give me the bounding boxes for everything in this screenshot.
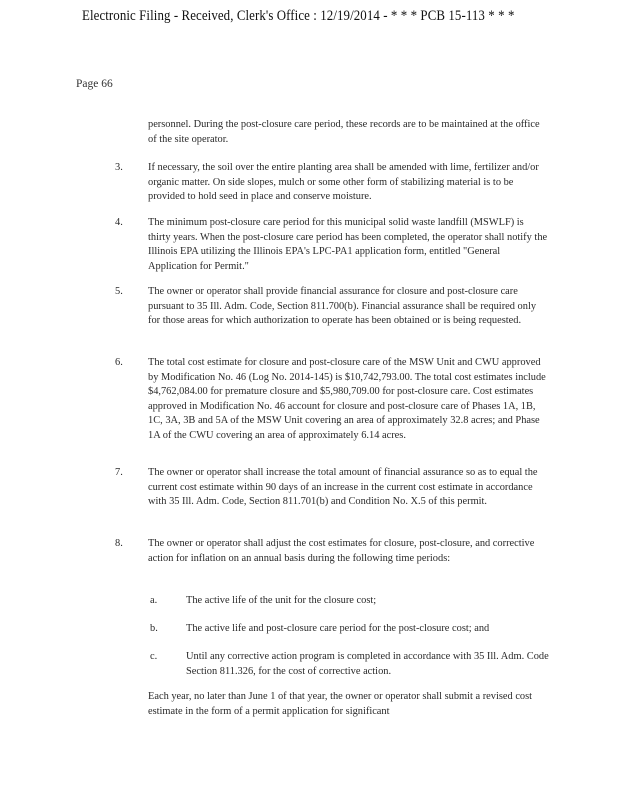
item-number-6: 6. — [115, 357, 123, 368]
item-text-8: The owner or operator shall adjust the cost estimates for closure, post-closure, and corrective action for inflation on an annual basis during the following time periods: — [148, 538, 535, 564]
item-number-7: 7. — [115, 467, 123, 478]
sub-item-text-b: The active life and post-closure care period for the post-closure cost; and — [186, 623, 490, 634]
item-text-4: The minimum post-closure care period for this municipal solid waste landfill (MSWLF) is thirty years. When the post-closure care period has been completed, the operator shall notify the Illinois EPA utilizing the Illinois EPA's LPC-PA1 application form, entitled "General Application for Permit." — [148, 217, 548, 272]
continuation-paragraph: personnel. During the post-closure care period, these records are to be maintained at the office of the site operator. — [148, 119, 540, 145]
sub-item-text-a: The active life of the unit for the closure cost; — [186, 595, 377, 606]
item-text-6: The total cost estimate for closure and post-closure care of the MSW Unit and CWU approved by Modification No. 46 (Log No. 2014-145) is $10,742,793.00. The total cost estimates include $4,762,084.00 for premature closure and $5,980,709.00 for post-closure care. Cost estimates approved in Modification No. 46 account for closure and post-closure care of Phases 1A, 1B, 1C, 3A, 3B and 5A of the MSW Unit covering an area of approximately 32.8 acres; and Phase 1A of the CWU covering an area of approximately 6.14 acres. — [148, 357, 546, 441]
item-number-8: 8. — [115, 538, 123, 549]
filing-header: Electronic Filing - Received, Clerk's Office : 12/19/2014 - * * * PCB 15-113 * * * — [82, 8, 515, 24]
item-text-7: The owner or operator shall increase the total amount of financial assurance so as to equal the current cost estimate within 90 days of an increase in the current cost estimate in accordance with 35 Ill. Adm. Code, Section 811.701(b) and Condition No. X.5 of this permit. — [148, 467, 538, 508]
item-number-5: 5. — [115, 286, 123, 297]
closing-paragraph: Each year, no later than June 1 of that year, the owner or operator shall submit a revised cost estimate in the form of a permit application for significant — [148, 691, 533, 717]
sub-item-letter-c: c. — [150, 651, 158, 662]
item-number-3: 3. — [115, 162, 123, 173]
sub-item-letter-a: a. — [150, 595, 158, 606]
sub-item-letter-b: b. — [150, 623, 158, 634]
item-text-5: The owner or operator shall provide financial assurance for closure and post-closure care pursuant to 35 Ill. Adm. Code, Section 811.700(b). Financial assurance shall be required only for those areas for which authorization to operate has been obtained or is being requested. — [148, 286, 537, 327]
page-number: Page 66 — [76, 78, 113, 90]
sub-item-text-c: Until any corrective action program is completed in accordance with 35 Ill. Adm. Code Section 811.326, for the cost of corrective action. — [186, 651, 549, 677]
item-number-4: 4. — [115, 217, 123, 228]
item-text-3: If necessary, the soil over the entire planting area shall be amended with lime, fertilizer and/or organic matter. On side slopes, mulch or some other form of stabilizing material is to be provided to hold seed in place and conserve moisture. — [148, 162, 539, 203]
